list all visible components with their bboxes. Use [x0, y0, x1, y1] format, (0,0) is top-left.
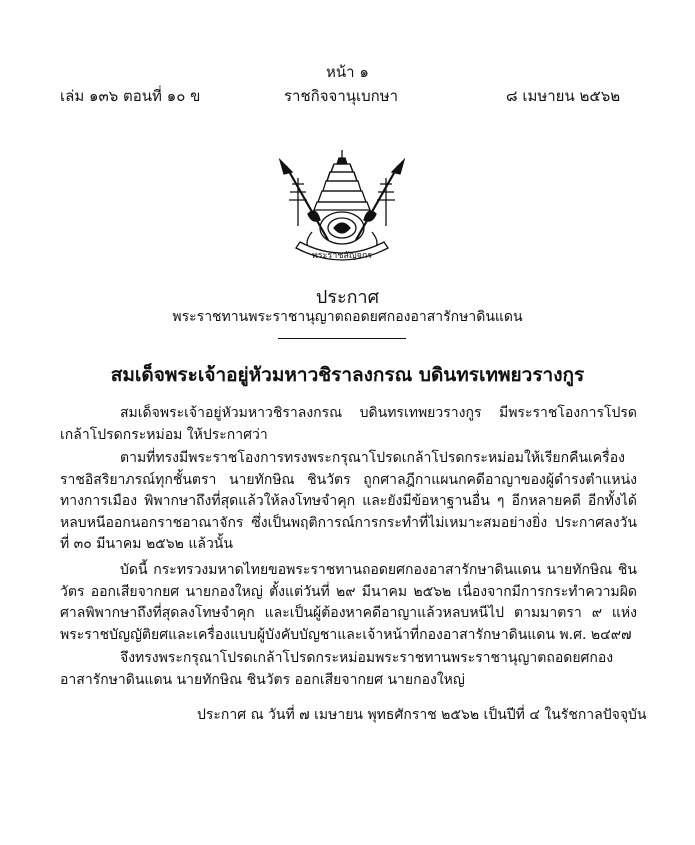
- page-number: หน้า ๑: [326, 63, 369, 81]
- gazette-date: ๘ เมษายน ๒๕๖๒: [506, 87, 621, 105]
- paragraph-1: สมเด็จพระเจ้าอยู่หัวมหาวชิราลงกรณ บดินทรเทพยวรางกูร มีพระราชโองการโปรดเกล้าโปรดกระหม่อม ให้ประกาศว่า: [60, 405, 637, 443]
- announcement-heading: ประกาศ: [315, 287, 380, 308]
- paragraph-3: บัดนี้ กระทรวงมหาดไทยขอพระราชทานถอดยศกองอาสารักษาดินแดน นายทักษิณ ชินวัตร ออกเสียจากยศ นายกองใหญ่ ตั้งแต่วันที่ ๒๙ มีนาคม ๒๕๖๒ เนื่องจากมีการกระทำความผิด ศาลพิพากษาถึงที่สุดลงโทษจำคุก และเป็นผู้ต้องหาคดีอาญาแล้วหลบหนีไป ตามมาตรา ๙ แห่งพระราชบัญญัติยศและเครื่องแบบผู้บังคับบัญชาและเจ้าหน้าที่กองอาสารักษาดินแดน พ.ศ. ๒๔๙๗: [60, 562, 637, 643]
- gazette-name: ราชกิจจานุเบกษา: [284, 87, 399, 105]
- announcement-subheading: พระราชทานพระราชานุญาตถอดยศกองอาสารักษาดินแดน: [172, 309, 523, 325]
- volume-issue: เล่ม ๑๓๖ ตอนที่ ๑๐ ข: [60, 87, 201, 105]
- royal-emblem-icon: [272, 148, 412, 270]
- divider: [278, 338, 406, 339]
- paragraph-4: จึงทรงพระกรุณาโปรดเกล้าโปรดกระหม่อมพระราชทานพระราชานุญาตถอดยศกองอาสารักษาดินแดน นายทักษิณ ชินวัตร ออกเสียจากยศ นายกองใหญ่: [60, 650, 614, 688]
- paragraph-2: ตามที่ทรงมีพระราชโองการทรงพระกรุณาโปรดเกล้าโปรดกระหม่อมให้เรียกคืนเครื่องราชอิสริยาภรณ์ทุกชั้นตรา นายทักษิณ ชินวัตร ถูกศาลฎีกาแผนกคดีอาญาของผู้ดำรงตำแหน่งทางการเมือง พิพากษาถึงที่สุดแล้วให้ลงโทษจำคุก และยังมีข้อหาฐานอื่น ๆ อีกหลายคดี อีกทั้งได้หลบหนีออกนอกราชอาณาจักร ซึ่งเป็นพฤติการณ์การกระทำที่ไม่เหมาะสมอย่างยิ่ง ประกาศลงวันที่ ๓๐ มีนาคม ๒๕๖๒ แล้วนั้น: [60, 450, 637, 552]
- king-title: สมเด็จพระเจ้าอยู่หัวมหาวชิราลงกรณ บดินทรเทพยวรางกูร: [110, 364, 585, 386]
- closing-line: ประกาศ ณ วันที่ ๗ เมษายน พุทธศักราช ๒๕๖๒ เป็นปีที่ ๔ ในรัชกาลปัจจุบัน: [197, 707, 647, 723]
- emblem-ribbon-text: พระราชลัญจกร: [311, 251, 373, 261]
